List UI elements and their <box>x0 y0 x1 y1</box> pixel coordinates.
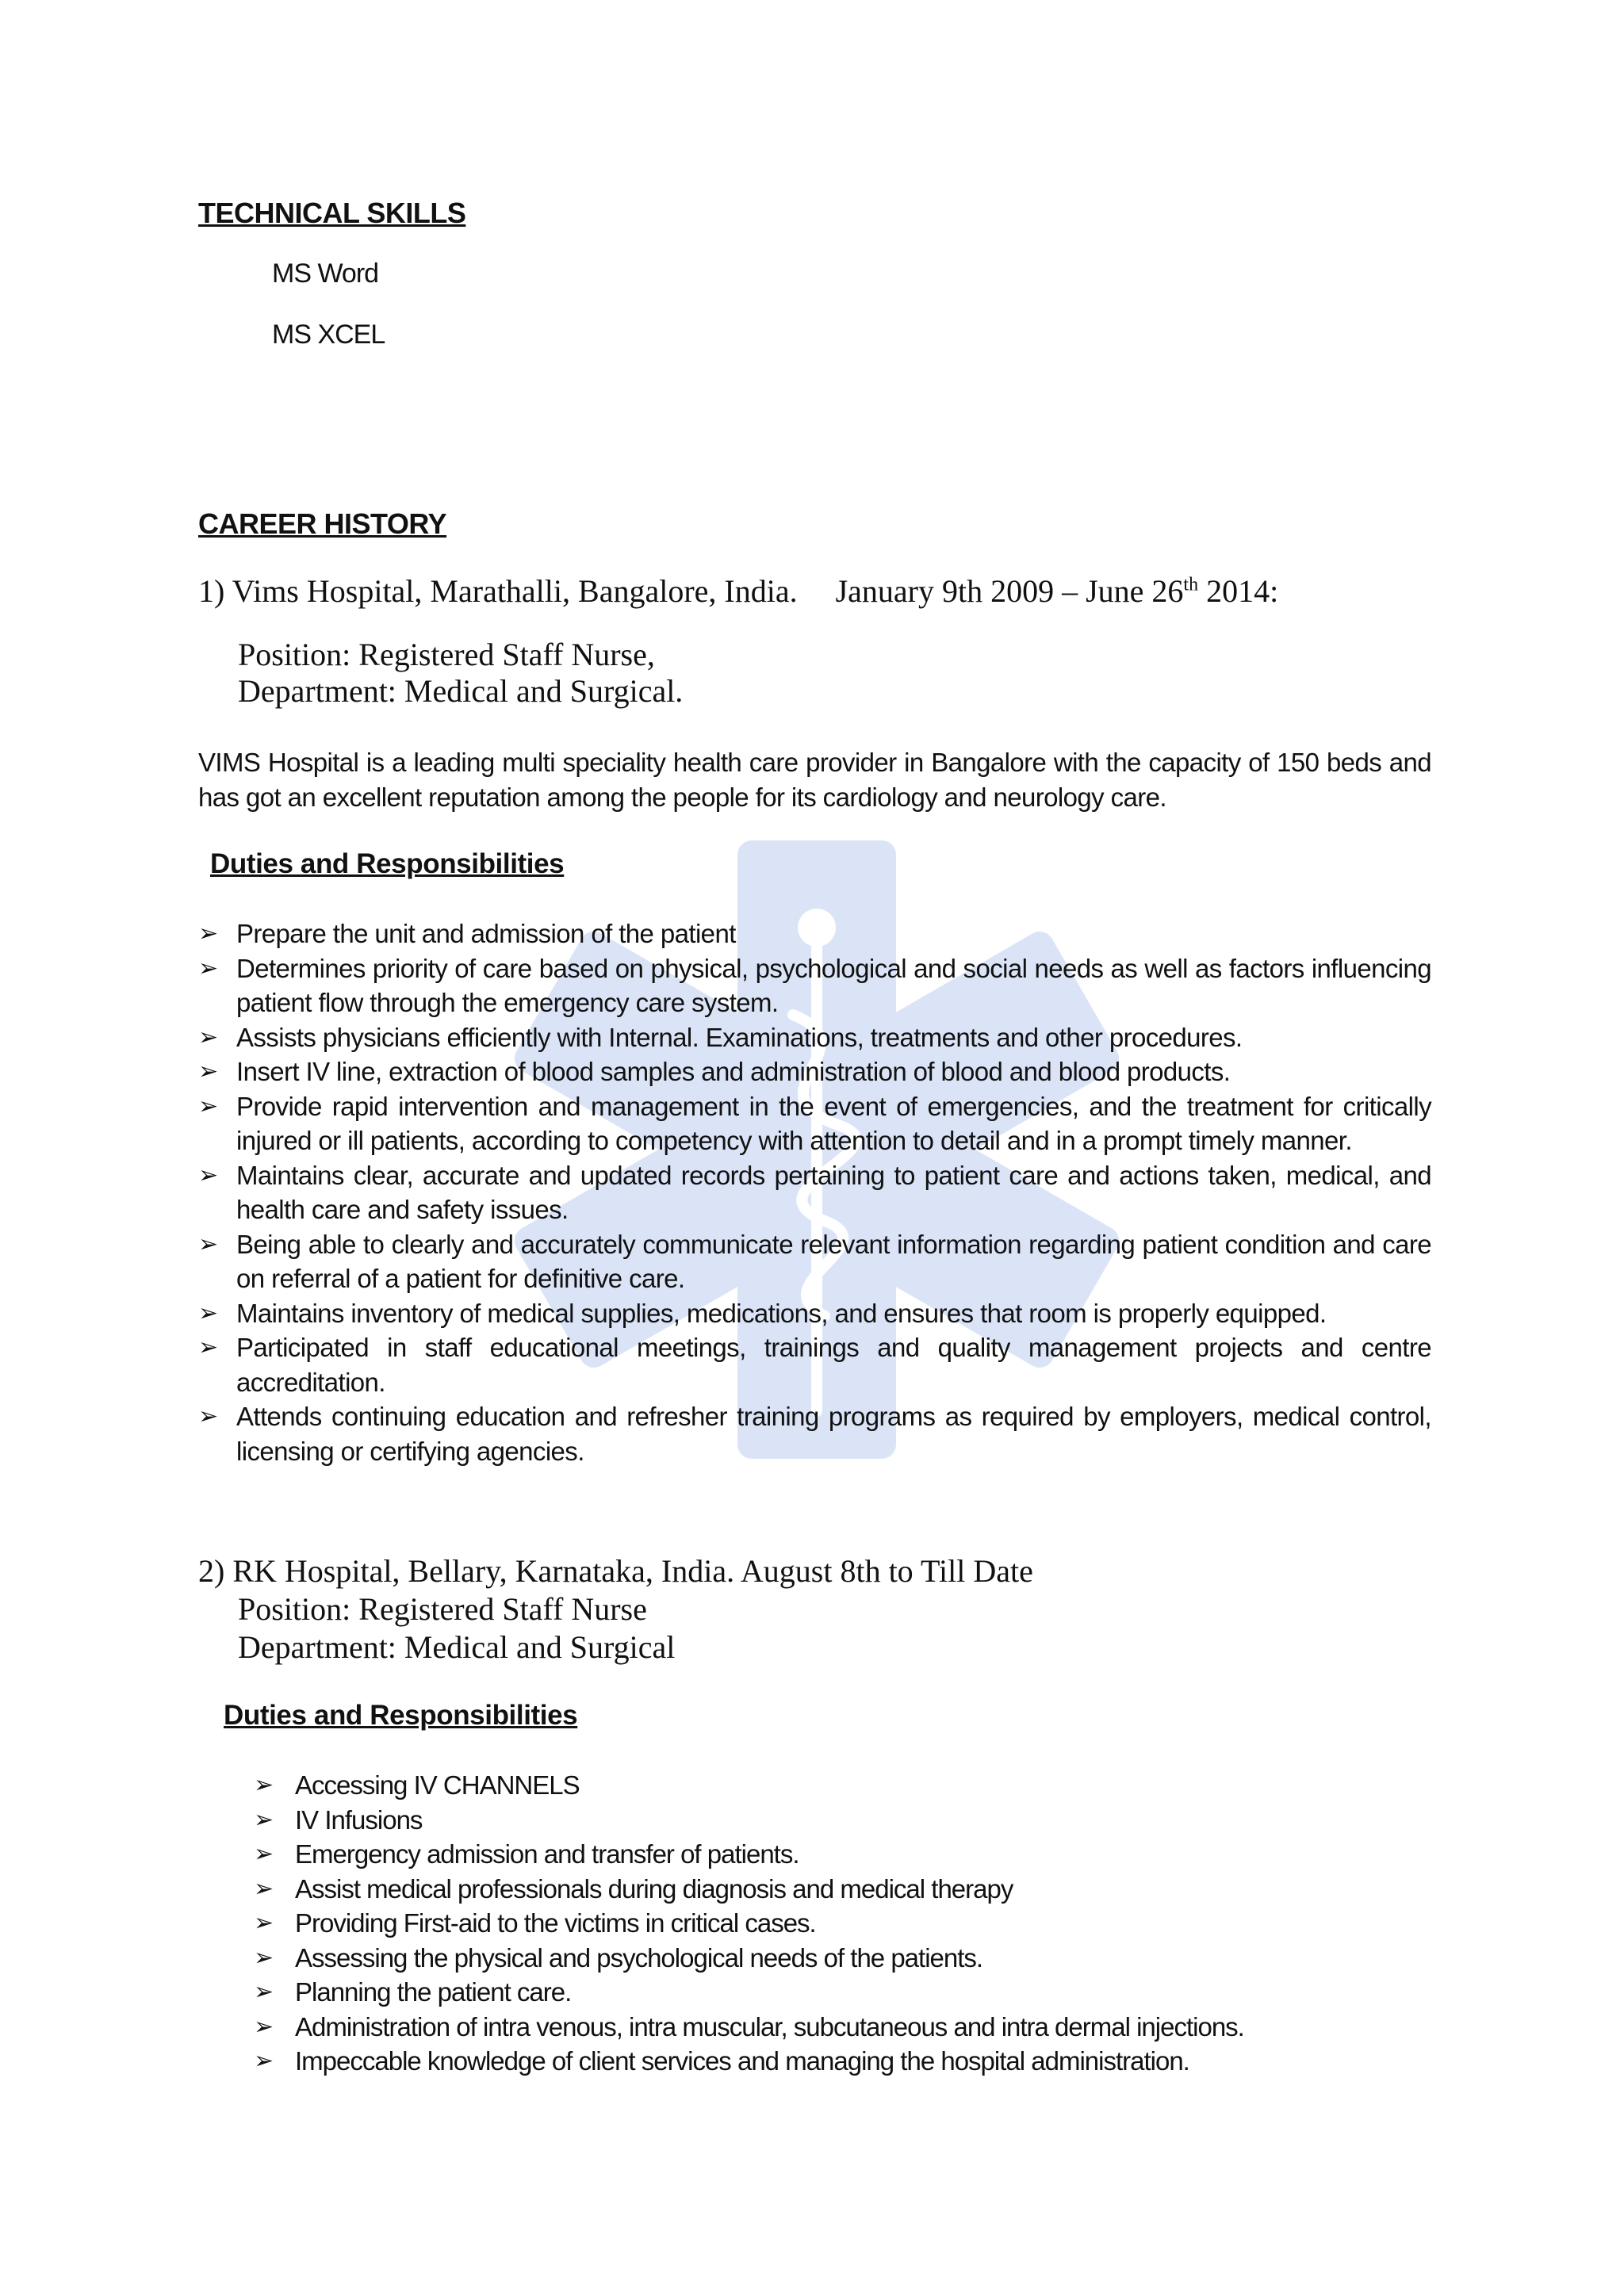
duty-text: Emergency admission and transfer of patients. <box>295 1839 799 1869</box>
arrow-bullet-icon: ➢ <box>254 2048 274 2074</box>
duty-text: Assessing the physical and psychological needs of the patients. <box>295 1942 983 1973</box>
arrow-bullet-icon: ➢ <box>198 1093 218 1119</box>
duty-item <box>254 1906 1364 1941</box>
arrow-bullet-icon: ➢ <box>254 1910 274 1936</box>
arrow-bullet-icon: ➢ <box>198 920 218 947</box>
duty-item <box>198 951 1431 1020</box>
duty-item <box>198 1089 1431 1158</box>
arrow-bullet-icon: ➢ <box>198 1024 218 1050</box>
duty-item <box>254 1837 1364 1872</box>
job-1-position: Position: Registered Staff Nurse, <box>238 637 655 672</box>
duty-text: Assist medical professionals during diagnosis and medical therapy <box>295 1873 1013 1904</box>
skill-item: MS XCEL <box>272 320 385 350</box>
arrow-bullet-icon: ➢ <box>198 1334 218 1360</box>
job-2-duties-heading: Duties and Responsibilities <box>224 1700 578 1731</box>
job-2-position: Position: Registered Staff Nurse <box>238 1591 647 1627</box>
duty-text: Accessing IV CHANNELS <box>295 1770 580 1800</box>
arrow-bullet-icon: ➢ <box>198 955 218 982</box>
duty-item <box>254 2044 1364 2079</box>
job-2-title: 2) RK Hospital, Bellary, Karnataka, India. August 8th to Till Date <box>198 1553 1033 1589</box>
duty-text: Participated in staff educational meetings, trainings and quality management projects and centre accreditation. <box>236 1333 1431 1397</box>
job-1-employer: 1) Vims Hospital, Marathalli, Bangalore, India. <box>198 573 798 609</box>
duty-item <box>198 1227 1431 1296</box>
arrow-bullet-icon: ➢ <box>254 1772 274 1798</box>
duty-text: IV Infusions <box>295 1804 423 1835</box>
duty-item <box>198 1399 1431 1468</box>
arrow-bullet-icon: ➢ <box>254 1944 274 1971</box>
duty-text: Insert IV line, extraction of blood samples and administration of blood and blood products. <box>236 1057 1231 1086</box>
arrow-bullet-icon: ➢ <box>198 1299 218 1326</box>
job-2-duties-list <box>254 1768 1364 2079</box>
job-1-duties-list <box>198 916 1431 1468</box>
duty-item <box>198 1330 1431 1399</box>
duty-text: Maintains inventory of medical supplies, medications, and ensures that room is properly equipped. <box>236 1298 1327 1328</box>
duty-item <box>198 1054 1431 1089</box>
duty-text: Being able to clearly and accurately communicate relevant information regarding patient condition and care on referral of a patient for definitive care. <box>236 1229 1431 1293</box>
duty-item <box>198 916 1431 951</box>
duty-item <box>254 1803 1364 1838</box>
duty-text: Planning the patient care. <box>295 1977 572 2007</box>
duty-text: Provide rapid intervention and management in the event of emergencies, and the treatment for critically injured or ill patients, according to competency with attention to detail and in a prompt timely manner. <box>236 1091 1431 1155</box>
duty-item <box>254 2010 1364 2045</box>
arrow-bullet-icon: ➢ <box>198 1058 218 1085</box>
duty-item <box>198 1296 1431 1331</box>
technical-skills-heading: TECHNICAL SKILLS <box>198 197 466 229</box>
arrow-bullet-icon: ➢ <box>254 1979 274 2005</box>
arrow-bullet-icon: ➢ <box>254 1806 274 1833</box>
job-2-department: Department: Medical and Surgical <box>238 1629 676 1665</box>
job-1-duties-heading: Duties and Responsibilities <box>210 848 565 879</box>
arrow-bullet-icon: ➢ <box>198 1230 218 1257</box>
duty-item <box>254 1872 1364 1907</box>
duty-item <box>254 1941 1364 1976</box>
job-1-title <box>198 572 1278 610</box>
duty-text: Determines priority of care based on physical, psychological and social needs as well as factors influencing patient flow through the emergency care system. <box>236 953 1431 1017</box>
arrow-bullet-icon: ➢ <box>254 2013 274 2040</box>
arrow-bullet-icon: ➢ <box>254 1841 274 1867</box>
career-history-heading: CAREER HISTORY <box>198 507 447 540</box>
duty-text: Administration of intra venous, intra muscular, subcutaneous and intra dermal injections. <box>295 2011 1244 2042</box>
arrow-bullet-icon: ➢ <box>198 1403 218 1429</box>
job-1-description: VIMS Hospital is a leading multi speciality health care provider in Bangalore with the capacity of 150 beds and has got an excellent reputation among the people for its cardiology and neurology care. <box>198 748 1431 812</box>
duty-item <box>198 1020 1431 1055</box>
duty-text: Attends continuing education and refresher training programs as required by employers, medical control, licensing or certifying agencies. <box>236 1402 1431 1466</box>
arrow-bullet-icon: ➢ <box>198 1161 218 1188</box>
duty-text: Prepare the unit and admission of the patient <box>236 919 736 948</box>
duty-text: Maintains clear, accurate and updated records pertaining to patient care and actions taken, medical, and health care and safety issues. <box>236 1160 1431 1224</box>
job-1-dates: January 9th 2009 – June 26th 2014: <box>835 573 1279 609</box>
duty-item <box>198 1158 1431 1227</box>
duty-item <box>254 1768 1364 1803</box>
duty-text: Providing First-aid to the victims in critical cases. <box>295 1908 816 1938</box>
duty-item <box>254 1975 1364 2010</box>
arrow-bullet-icon: ➢ <box>254 1875 274 1902</box>
skill-item: MS Word <box>272 258 379 289</box>
job-1-department: Department: Medical and Surgical. <box>238 673 684 709</box>
duty-text: Impeccable knowledge of client services and managing the hospital administration. <box>295 2046 1189 2076</box>
duty-text: Assists physicians efficiently with Internal. Examinations, treatments and other procedures. <box>236 1022 1243 1052</box>
